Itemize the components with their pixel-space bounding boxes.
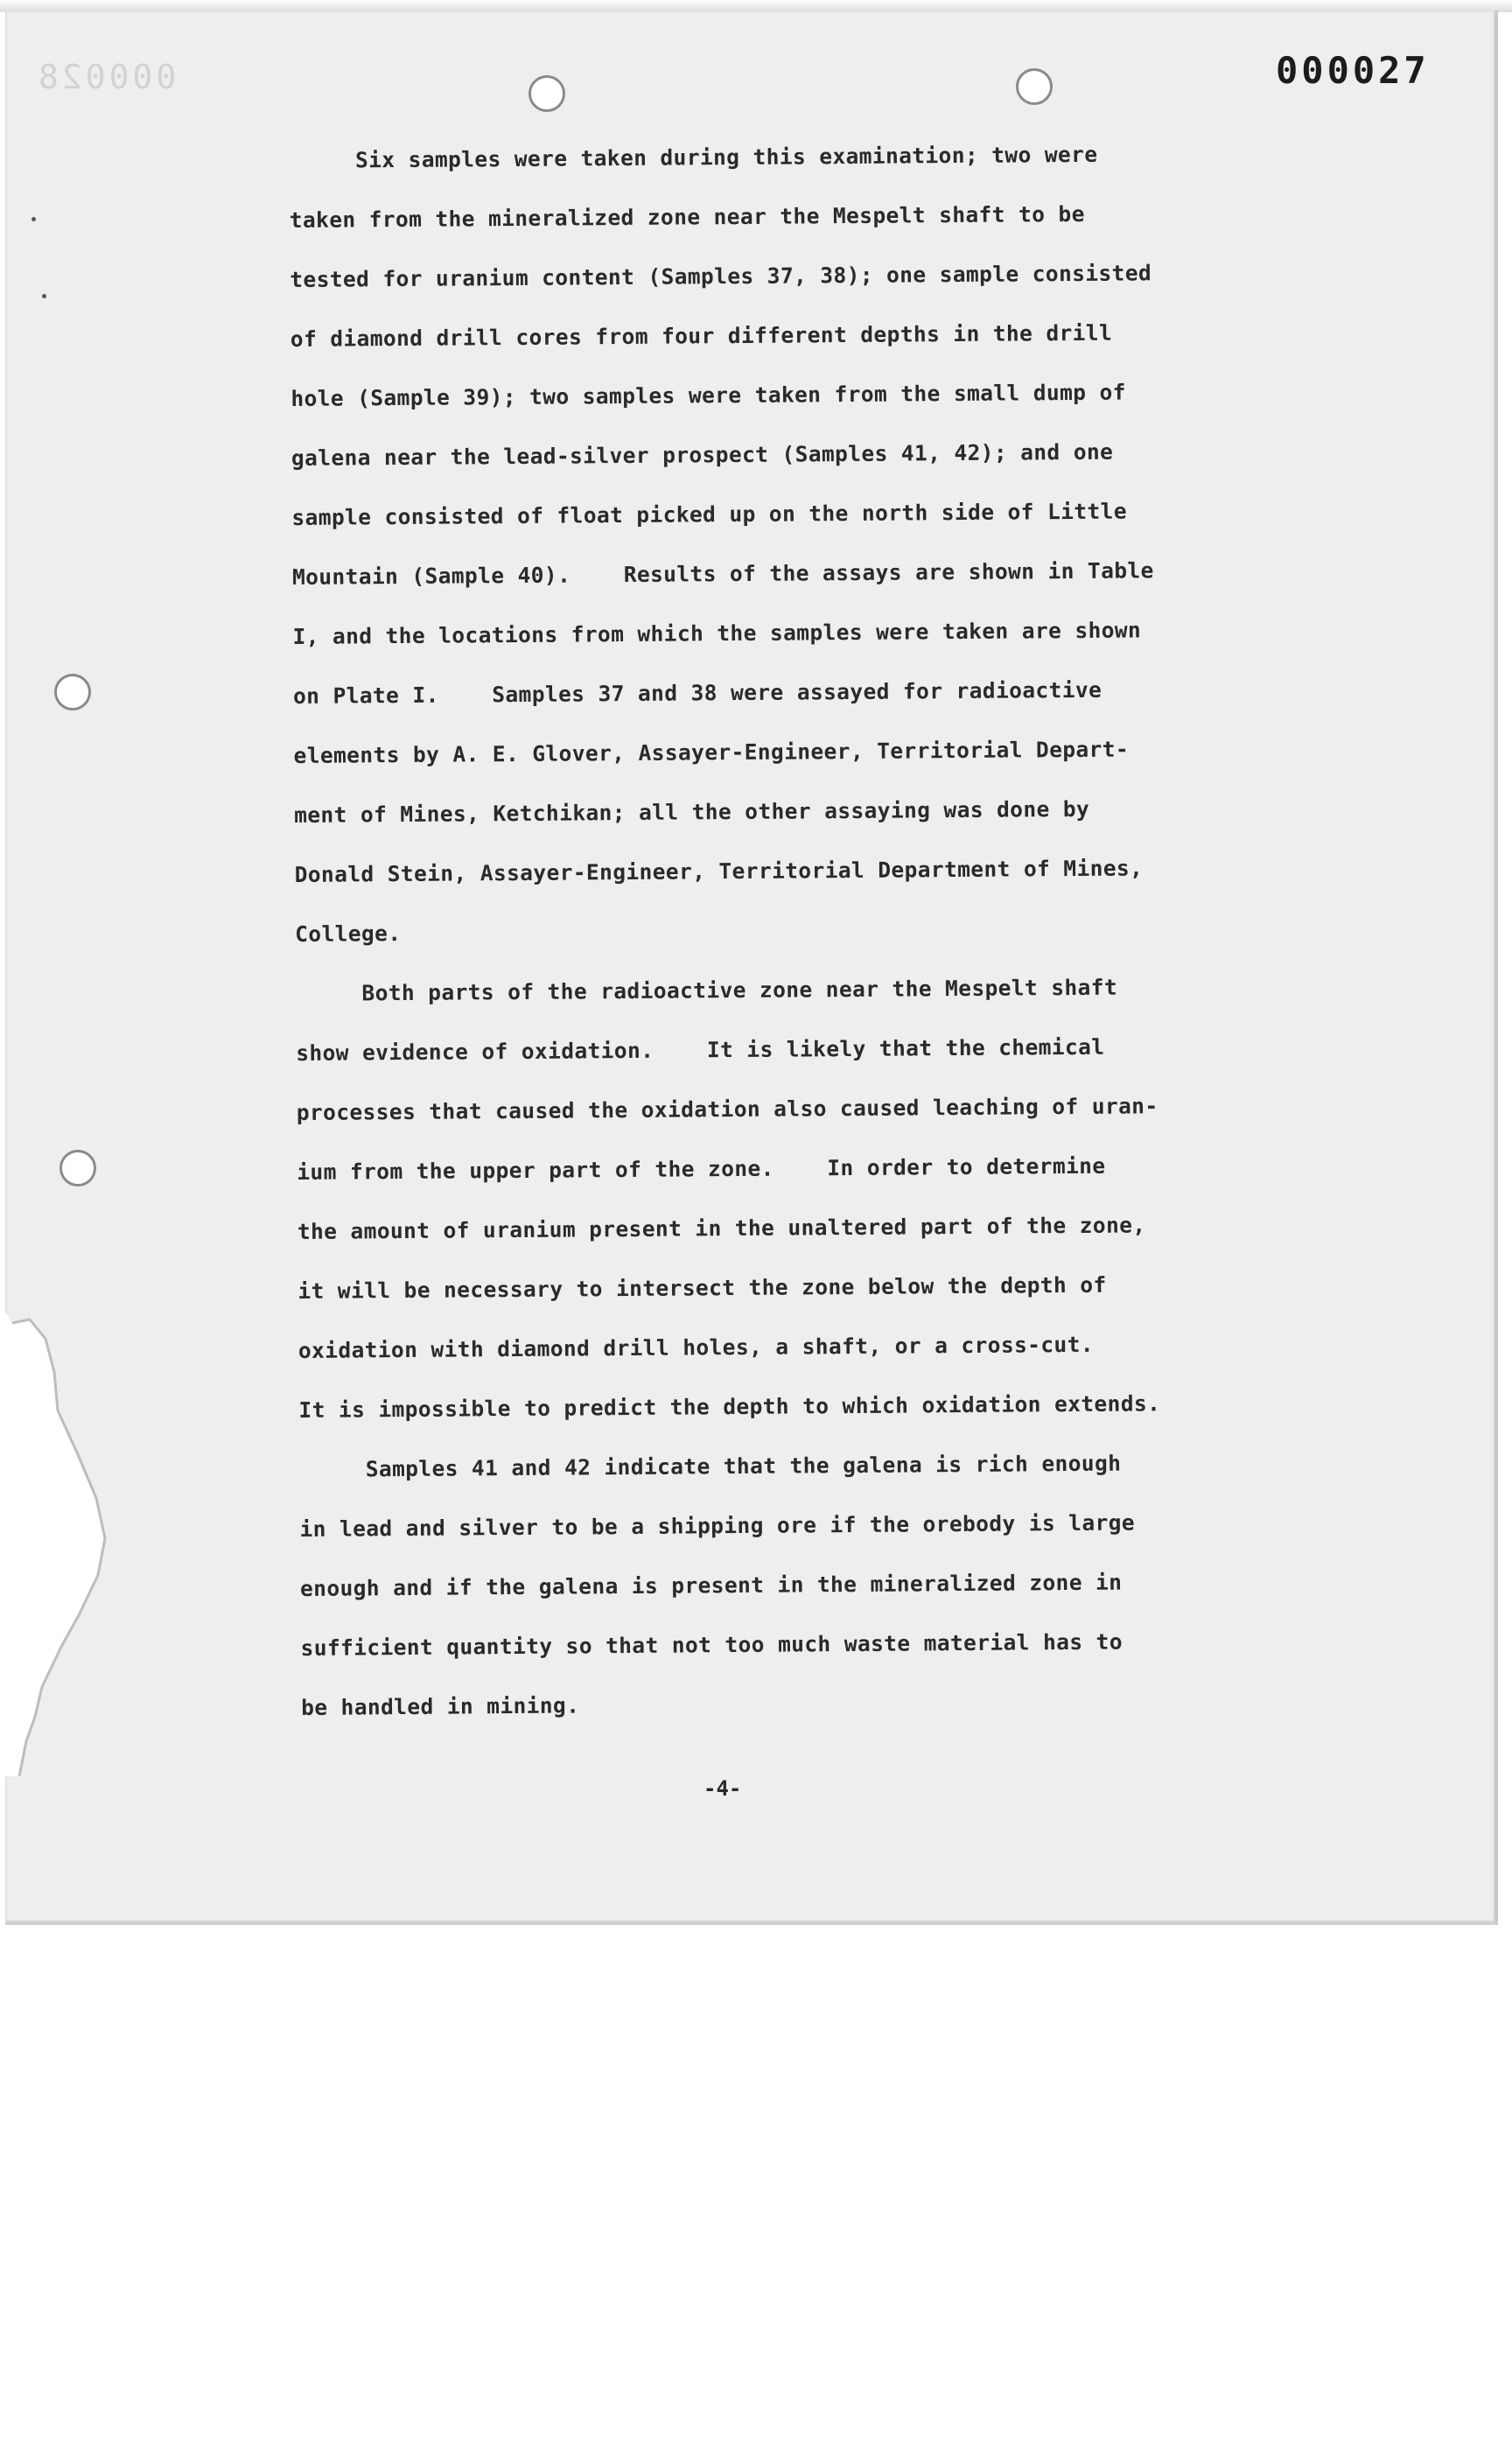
text-line: taken from the mineralized zone near the Mespelt shaft to be xyxy=(289,200,1085,233)
text-line: enough and if the galena is present in the mineralized zone in xyxy=(299,1569,1123,1601)
page-number: -4- xyxy=(704,1776,742,1801)
text-line: in lead and silver to be a shipping ore if the orebody is large xyxy=(299,1509,1136,1542)
text-line: Donald Stein, Assayer-Engineer, Territorial Department of Mines, xyxy=(294,855,1144,887)
text-line: oxidation with diamond drill holes, a shaft, or a cross-cut. xyxy=(298,1331,1095,1363)
punch-hole-top-right xyxy=(1016,68,1053,105)
text-line: sufficient quantity so that not too much waste material has to xyxy=(300,1628,1124,1661)
text-line: sample consisted of float picked up on the north side of Little xyxy=(291,498,1128,530)
text-line: Mountain (Sample 40). Results of the assays are shown in Table xyxy=(291,557,1154,590)
text-line: ium from the upper part of the zone. In order to determine xyxy=(297,1152,1106,1185)
text-line: the amount of uranium present in the unaltered part of the zone, xyxy=(297,1212,1146,1244)
punch-hole-left-lower xyxy=(60,1150,96,1186)
text-line: tested for uranium content (Samples 37, 38); one sample consisted xyxy=(290,260,1152,292)
bleed-through-number: 000028 xyxy=(35,58,177,96)
text-line: Both parts of the radioactive zone near the Mespelt shaft xyxy=(295,974,1118,1006)
text-line: processes that caused the oxidation also caused leaching of uran- xyxy=(296,1093,1158,1125)
text-line: I, and the locations from which the samples were taken are shown xyxy=(292,617,1142,649)
text-line: Six samples were taken during this examination; two were xyxy=(289,141,1098,173)
text-line: on Plate I. Samples 37 and 38 were assayed for radioactive xyxy=(292,676,1102,709)
text-line: be handled in mining. xyxy=(301,1692,580,1720)
text-line: ment of Mines, Ketchikan; all the other assaying was done by xyxy=(294,795,1090,828)
text-line: elements by A. E. Glover, Assayer-Engineer, Territorial Depart- xyxy=(293,736,1130,768)
text-line: College. xyxy=(295,920,402,947)
text-line: It is impossible to predict the depth to which oxidation extends. xyxy=(298,1390,1161,1423)
document-number: 000027 xyxy=(1276,49,1430,92)
torn-edge xyxy=(0,1304,122,1776)
text-line: hole (Sample 39); two samples were taken from the small dump of xyxy=(290,379,1126,411)
punch-hole-left-upper xyxy=(54,674,91,710)
text-line: galena near the lead-silver prospect (Samples 41, 42); and one xyxy=(290,438,1114,471)
text-line: of diamond drill cores from four different depths in the drill xyxy=(290,319,1113,352)
punch-hole-top-left xyxy=(528,75,565,112)
text-line: Samples 41 and 42 indicate that the galena is rich enough xyxy=(298,1450,1122,1482)
text-line: show evidence of oxidation. It is likely that the chemical xyxy=(296,1033,1105,1066)
body-text xyxy=(289,123,1316,1738)
text-line: it will be necessary to intersect the zone below the depth of xyxy=(298,1271,1107,1304)
